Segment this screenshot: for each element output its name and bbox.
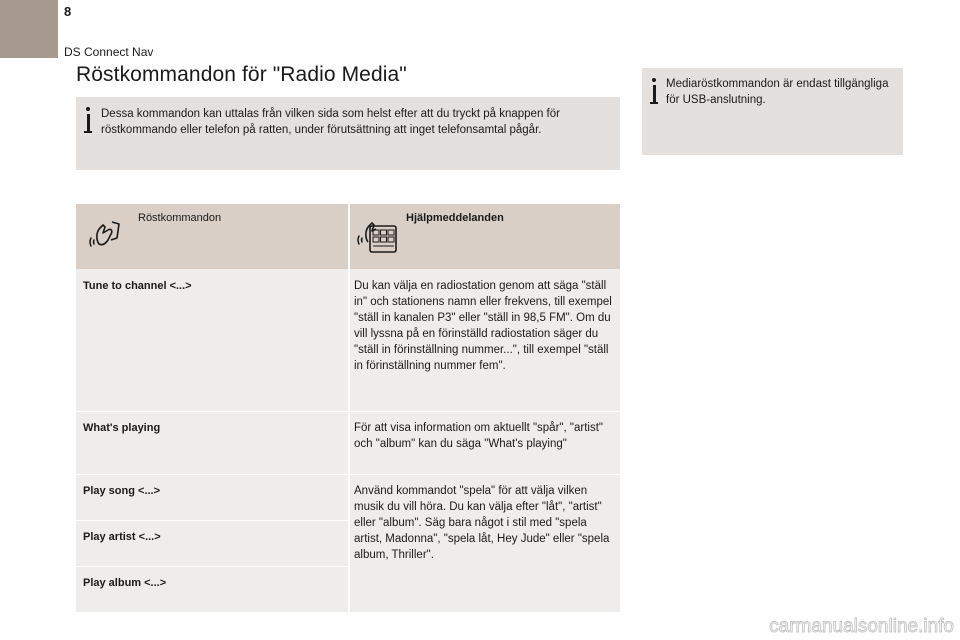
table-body (76, 269, 620, 612)
command-tune-to-channel: Tune to channel <...> (83, 280, 192, 292)
section-label: DS Connect Nav (64, 45, 154, 59)
page-tab-marker (0, 0, 58, 58)
info-text: Mediaröstkommandon är endast tillgängliga för USB-anslutning. (666, 78, 889, 106)
command-play-album: Play album <...> (83, 577, 167, 589)
description-tune-to-channel: Du kan välja en radiostation genom att säga "ställ in" och stationens namn eller frekvens, till exempel "ställ in kanalen P3" eller "ställ in 98,5 FM". Om du vill lyssna på en förinställd radiostation säger du "ställ in förinställning nummer...", till exempel "ställ in förinställning nummer fem". (354, 280, 612, 372)
description-play-media: Använd kommandot "spela" för att välja vilken musik du vill höra. Du kan välja efter "låt", "artist" eller "album". Säg bara något i stil med "spela artist, Madonna", "spela låt, Hey Jude" eller "spela album, Thriller". (354, 485, 610, 561)
row-divider (76, 474, 620, 475)
header-label-commands: Röstkommandon (138, 212, 222, 224)
row-divider (76, 566, 348, 567)
command-whats-playing: What's playing (83, 422, 161, 434)
page-number: 8 (64, 4, 72, 19)
command-play-song: Play song <...> (83, 485, 161, 497)
info-box-commands (76, 97, 620, 170)
watermark-text: carmanualsonline.info (769, 616, 954, 637)
voice-command-table (76, 204, 620, 612)
description-whats-playing: För att visa information om aktuellt "spår", "artist" och "album" kan du säga "What's playing" (354, 422, 603, 450)
voice-command-hand-icon (86, 216, 126, 252)
header-label-help: Hjälpmeddelanden (406, 212, 504, 224)
header-cell-commands (76, 204, 348, 269)
footer-watermark (680, 612, 956, 638)
info-text: Dessa kommandon kan uttalas från vilken sida som helst efter att du tryckt på knappen för röstkommando eller telefon på ratten, under förutsättning att inget telefonsamtal pågår. (101, 108, 560, 136)
row-divider (76, 520, 348, 521)
row-divider (76, 411, 620, 412)
header-cell-help (350, 204, 620, 269)
page-title: Röstkommandon för "Radio Media" (76, 63, 407, 86)
column-separator (348, 269, 350, 612)
table-header (76, 204, 620, 269)
help-message-hand-icon (354, 212, 400, 256)
info-box-media (642, 68, 903, 155)
command-play-artist: Play artist <...> (83, 531, 161, 543)
